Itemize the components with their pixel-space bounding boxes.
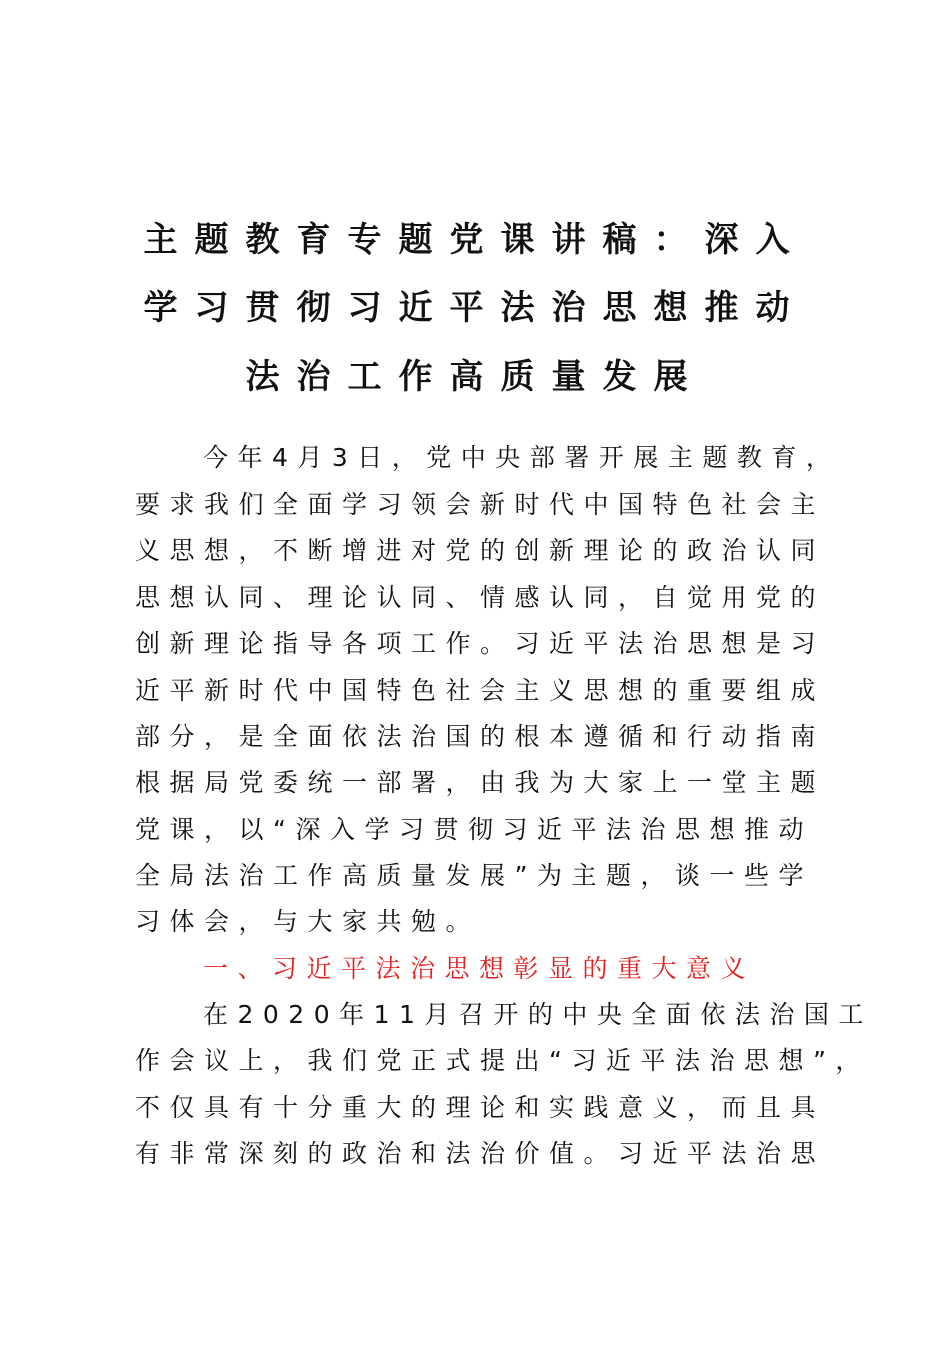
document-title-line-2: 学习贯彻习近平法治思想推动 — [143, 288, 807, 328]
section-heading: 一、习近平法治思想彰显的重大意义 — [203, 954, 756, 983]
body-text-line: 作会议上，我们党正式提出“习近平法治思想”， — [135, 1046, 870, 1075]
body-text-line: 在2020年11月召开的中央全面依法治国工 — [203, 1000, 873, 1029]
body-text-line: 今年4月3日，党中央部署开展主题教育， — [203, 443, 841, 472]
body-text-line: 部分，是全面依法治国的根本遵循和行动指南 — [135, 722, 826, 751]
body-text-line: 党课，以“深入学习贯彻习近平法治思想推动 — [135, 815, 813, 844]
document-title-line-3: 法治工作高质量发展 — [245, 357, 705, 397]
body-text-line: 思想认同、理论认同、情感认同，自觉用党的 — [135, 583, 826, 612]
body-text-line: 要求我们全面学习领会新时代中国特色社会主 — [135, 490, 826, 519]
document-title-line-1: 主题教育专题党课讲稿：深入 — [143, 220, 807, 260]
body-text-line: 根据局党委统一部署，由我为大家上一堂主题 — [135, 768, 826, 797]
body-text-line: 义思想，不断增进对党的创新理论的政治认同 — [135, 536, 826, 565]
body-text-line: 不仅具有十分重大的理论和实践意义，而且具 — [135, 1093, 826, 1122]
body-text-line: 习体会，与大家共勉。 — [135, 907, 481, 936]
body-text-line: 创新理论指导各项工作。习近平法治思想是习 — [135, 629, 826, 658]
body-text-line: 有非常深刻的政治和法治价值。习近平法治思 — [135, 1139, 826, 1168]
body-text-line: 全局法治工作高质量发展”为主题，谈一些学 — [135, 861, 813, 890]
body-text-line: 近平新时代中国特色社会主义思想的重要组成 — [135, 676, 826, 705]
